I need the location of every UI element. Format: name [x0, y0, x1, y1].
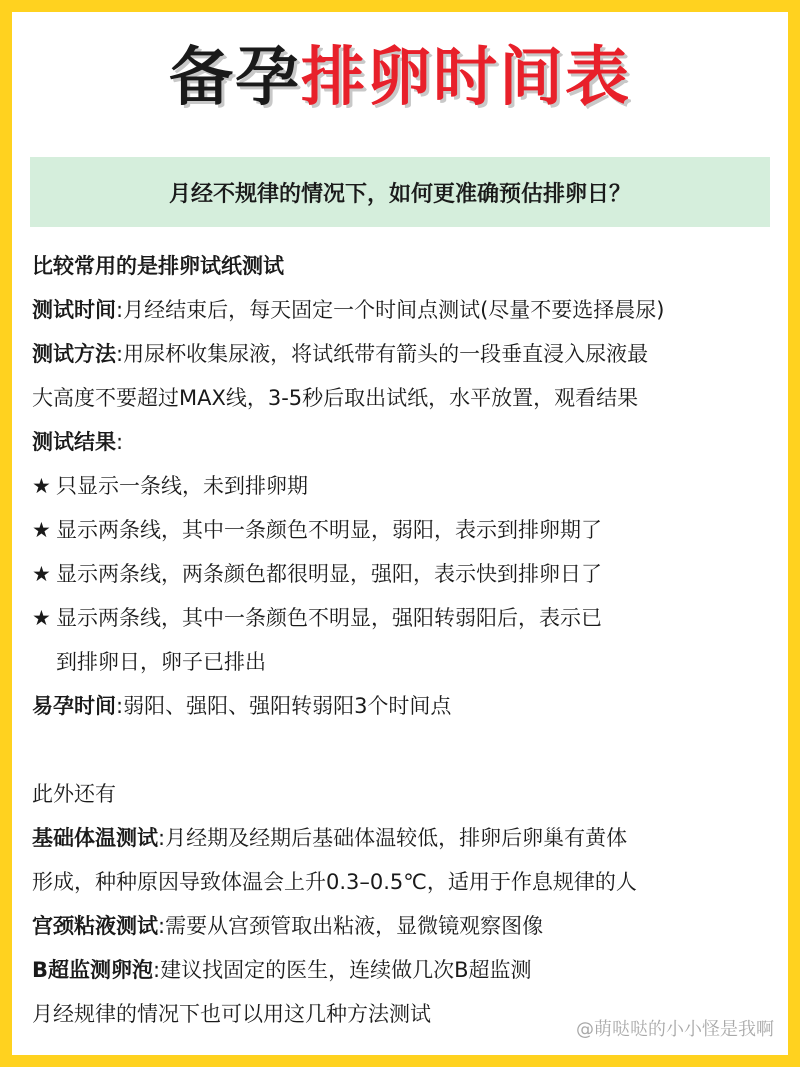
test-result-colon: : [116, 430, 124, 454]
fertile-time-line [32, 684, 778, 728]
ultrasound-line [32, 948, 778, 992]
star-icon: ★ [32, 474, 51, 498]
bbt-line-cont: 形成，种种原因导致体温会上升0.3–0.5℃，适用于作息规律的人 [32, 870, 637, 894]
result-text: 只显示一条线，未到排卵期 [56, 474, 308, 498]
test-method-line [32, 332, 778, 376]
result-item [32, 508, 778, 552]
page-title [12, 38, 788, 118]
result-text: 显示两条线，其中一条颜色不明显，弱阳，表示到排卵期了 [56, 518, 602, 542]
watermark: @萌哒哒的小小怪是我啊 [576, 1019, 774, 1040]
test-time-line [32, 288, 778, 332]
result-item [32, 552, 778, 596]
test-method-text: :用尿杯收集尿液，将试纸带有箭头的一段垂直浸入尿液最 [116, 342, 649, 366]
test-time-label: 测试时间 [32, 298, 116, 322]
test-strip-heading: 比较常用的是排卵试纸测试 [32, 254, 284, 278]
bbt-line [32, 816, 778, 860]
result-item [32, 464, 778, 508]
page-card [12, 12, 788, 1055]
test-method-label: 测试方法 [32, 342, 116, 366]
test-time-text: :月经结束后，每天固定一个时间点测试(尽量不要选择晨尿) [116, 298, 665, 322]
mucus-text: :需要从宫颈管取出粘液，显微镜观察图像 [158, 914, 544, 938]
article-body [32, 244, 778, 1036]
other-methods-heading: 此外还有 [32, 782, 116, 806]
mucus-label: 宫颈粘液测试 [32, 914, 158, 938]
mucus-line [32, 904, 778, 948]
star-icon: ★ [32, 562, 51, 586]
spacer [32, 728, 778, 772]
ultrasound-label: B超监测卵泡 [32, 958, 154, 982]
bbt-label: 基础体温测试 [32, 826, 158, 850]
title-black-part: 备孕 [169, 41, 301, 115]
result-text: 显示两条线，其中一条颜色不明显，强阳转弱阳后，表示已 [56, 606, 602, 630]
result-item-cont: 到排卵日，卵子已排出 [56, 650, 266, 674]
star-icon: ★ [32, 606, 51, 630]
test-result-line [32, 420, 778, 464]
question-banner: 月经不规律的情况下，如何更准确预估排卵日？ [30, 157, 770, 227]
test-result-label: 测试结果 [32, 430, 116, 454]
bbt-text: :月经期及经期后基础体温较低，排卵后卵巢有黄体 [158, 826, 628, 850]
star-icon: ★ [32, 518, 51, 542]
result-text: 显示两条线，两条颜色都很明显，强阳，表示快到排卵日了 [56, 562, 602, 586]
fertile-time-text: :弱阳、强阳、强阳转弱阳3个时间点 [116, 694, 452, 718]
ultrasound-text: :建议找固定的医生，连续做几次B超监测 [153, 958, 532, 982]
footer-note: 月经规律的情况下也可以用这几种方法测试 [32, 1002, 431, 1026]
test-method-line-cont: 大高度不要超过MAX线，3-5秒后取出试纸，水平放置，观看结果 [32, 386, 639, 410]
fertile-time-label: 易孕时间 [32, 694, 116, 718]
title-red-part: 排卵时间表 [301, 41, 631, 115]
result-item [32, 596, 778, 640]
